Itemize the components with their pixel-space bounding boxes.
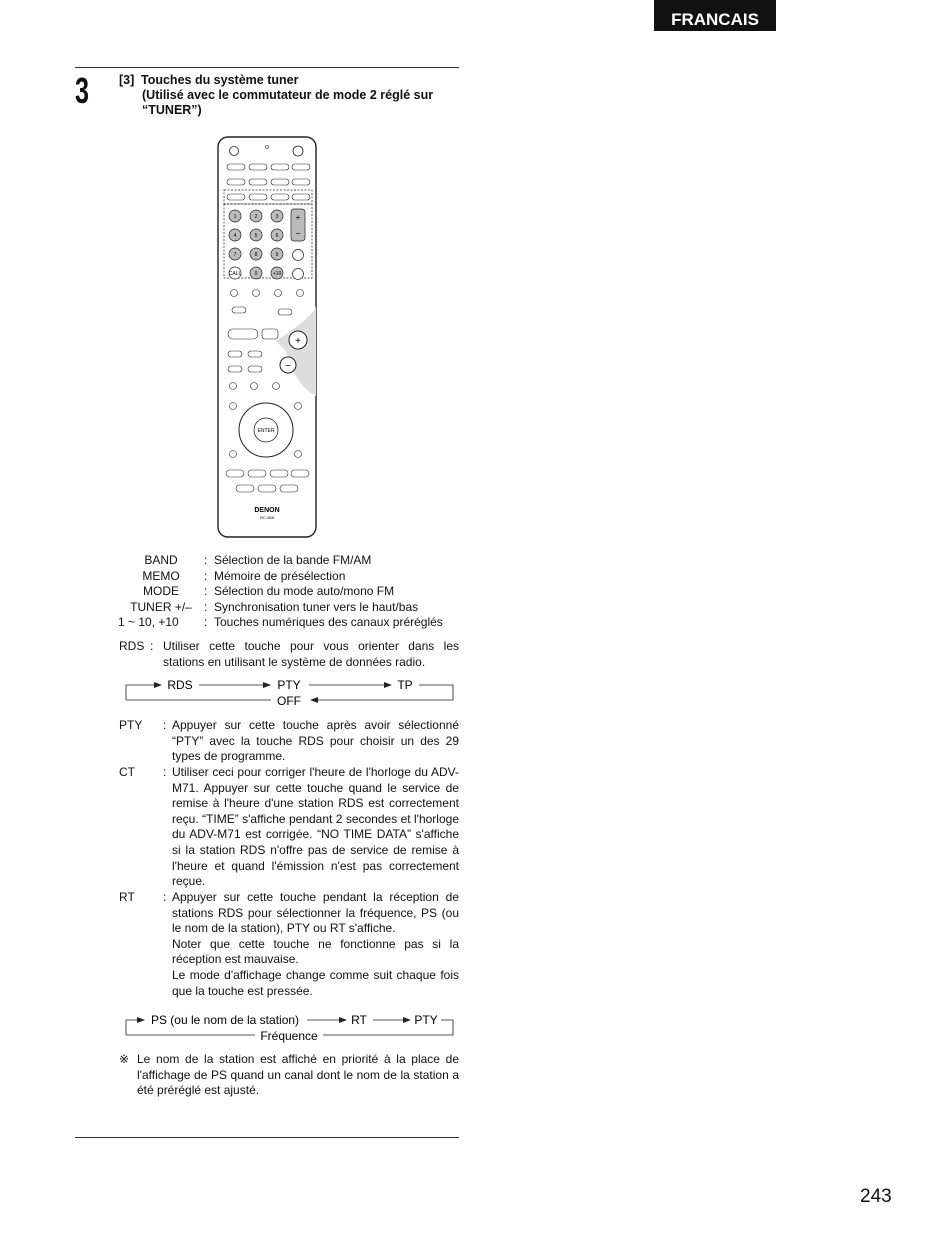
remote-digit-label: 0 [254,271,258,277]
bottom-rule [75,1137,459,1138]
svg-text:+: + [295,213,301,222]
remote-digit-label: +10 [272,271,282,277]
remote-digit-label: 7 [233,252,237,258]
rds-cycle-diagram [119,676,459,710]
flow1-rds: RDS [167,678,193,692]
section-tag: [3] [119,73,135,87]
svg-text:+: + [295,336,301,347]
definition-list [118,553,443,631]
flow1-off: OFF [277,694,301,708]
remote-model: RC-968 [260,515,274,520]
term-pty: PTY : Appuyer sur cette touche après avoir sélectionné “PTY” avec la touche RDS pour choisir un des 29 types de programme. [119,718,459,764]
top-rule [75,67,459,68]
term-rt: RT : Appuyer sur cette touche pendant la réception de stations RDS pour sélectionner la fréquence, PS (ou le nom de la station), PTY ou RT s'affiche. Noter que cette touche ne fonctionne pas si la réception est mauvaise. Le mode d'affichage change comme suit chaque fois que la touche est pressée. [119,890,459,998]
remote-digit-label: 9 [275,252,279,258]
definition-row: BAND : Sélection de la bande FM/AM [144,553,372,567]
definition-row: TUNER +/– : Synchronisation tuner vers le haut/bas [130,599,419,614]
rds-label: RDS [119,639,145,653]
flow2-rt: RT [351,1013,367,1027]
remote-digit-label: 2 [254,214,258,220]
remote-digit-label: 1 [233,214,237,220]
definition-row: MEMO : Mémoire de présélection [142,568,346,583]
language-tab: FRANCAIS [654,0,776,31]
section-title: Touches du système tuner [141,73,299,87]
remote-digit-label: CALL [228,271,242,277]
remote-brand: DENON [254,507,280,514]
flow2-ps: PS (ou le nom de la station) [150,1013,300,1027]
flow1-tp: TP [397,678,413,692]
remote-digit-label: 3 [275,214,279,220]
definition-row: 1 ~ 10, +10 : Touches numériques des canaux préréglés [118,615,443,630]
term-ct: CT : Utiliser ceci pour corriger l'heure de l'horloge du ADV-M71. Appuyer sur cette touche quand le service de remise à l'heure d'une station RDS est correctement reçu. “TIME” s'affiche pendant 2 secondes et l'horloge du ADV-M71 est corrigée. “NO TIME DATA” s'affiche si la station RDS n'offre pas de service de remise à l'heure et quand l'émission n'est pas correctement reçue. [119,765,459,889]
rds-line-2: stations en utilisant le système de données radio. [163,654,426,669]
remote-digit-label: 8 [254,252,258,258]
definition-row: MODE : Sélection du mode auto/mono FM [143,584,395,599]
page-number: 243 [860,1186,892,1207]
remote-digit-label: 4 [233,233,237,239]
rds-line-1: Utiliser cette touche pour vous orienter dans les [163,639,459,653]
flow2-pty: PTY [414,1013,438,1027]
flow2-frequence: Fréquence [260,1029,318,1043]
remote-digit-label: 5 [254,233,258,239]
remote-enter-label: ENTER [257,428,275,434]
section-subtitle-2: “TUNER”) [142,103,202,117]
rt-cycle-diagram [119,1011,459,1045]
flow1-pty: PTY [277,678,301,692]
section-subtitle-1: (Utilisé avec le commutateur de mode 2 réglé sur [142,88,434,102]
rds-description: RDS : Utiliser cette touche pour vous orienter dans les stations en utilisant le système de données radio. [119,639,459,669]
svg-text:−: − [285,361,291,372]
note-text: Le nom de la station est affiché en priorité à la place de l'affichage de PS quand un canal dont le nom de la station a été préréglé est ajusté. [137,1052,459,1098]
note-symbol: ※ [119,1052,130,1066]
remote-control-illustration [216,136,318,540]
section-heading [119,73,433,118]
svg-text:−: − [295,229,301,238]
section-number: 3 [75,70,90,111]
note [119,1052,459,1099]
remote-digit-label: 6 [275,233,279,239]
